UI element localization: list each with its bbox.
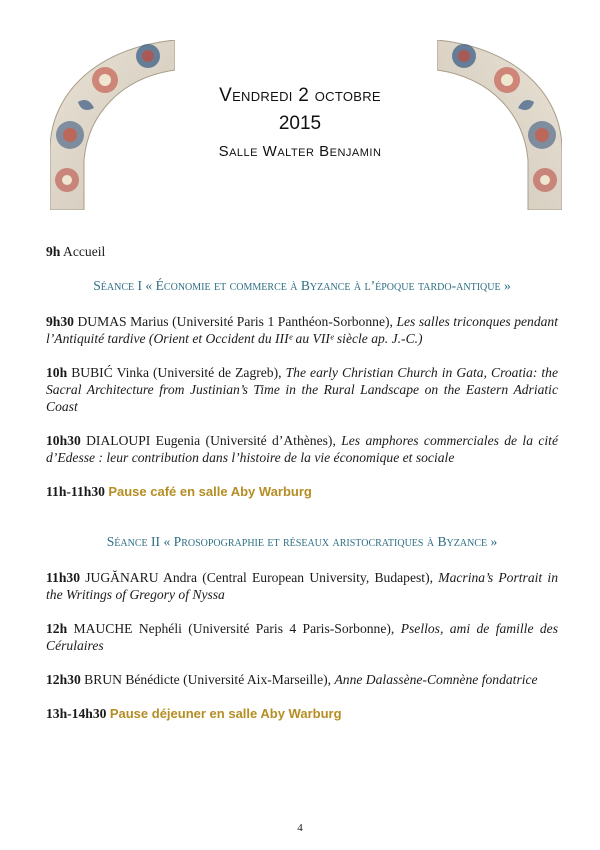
page-number: 4	[297, 822, 303, 834]
pause-time: 11h-11h30	[46, 484, 105, 499]
talk-entry	[46, 313, 558, 347]
room-name: Salle Walter Benjamin	[218, 143, 382, 160]
talk-time: 12h	[46, 621, 68, 636]
coffee-break-entry	[46, 483, 558, 500]
pause-label: Pause déjeuner en salle Aby Warburg	[109, 706, 342, 721]
talk-title: Les salles triconques pendant l’Antiquité tardive (Orient et Occident du IIIᵉ au VIIᵉ siècle ap. J.-C.)	[46, 314, 558, 346]
talk-title: Anne Dalassène-Comnène fondatrice	[334, 672, 538, 687]
talk-time: 11h30	[46, 570, 80, 585]
talk-entry	[46, 364, 558, 415]
program-body	[46, 243, 558, 722]
talk-entry	[46, 671, 558, 688]
session-1-title: Séance I « Économie et commerce à Byzance à l’époque tardo-antique »	[93, 278, 511, 293]
talk-title: Psellos, ami de famille des Cérulaires	[46, 621, 558, 653]
session-2-title: Séance II « Prosopographie et réseaux aristocratiques à Byzance »	[106, 534, 498, 549]
talk-speaker: DIALOUPI Eugenia (Université d’Athènes),	[86, 433, 336, 448]
year: 2015	[278, 113, 322, 134]
welcome-label: Accueil	[63, 244, 106, 259]
pause-time: 13h-14h30	[46, 706, 107, 721]
talk-speaker: JUGĂNARU Andra (Central European University, Budapest),	[85, 570, 433, 585]
welcome-entry	[46, 243, 558, 260]
talk-time: 9h30	[46, 314, 74, 329]
talk-time: 10h	[46, 365, 68, 380]
talk-speaker: DUMAS Marius (Université Paris 1 Panthéon-Sorbonne),	[77, 314, 393, 329]
day-title: Vendredi 2 octobre	[219, 85, 381, 106]
talk-time: 10h30	[46, 433, 81, 448]
talk-speaker: BUBIĆ Vinka (Université de Zagreb),	[71, 365, 282, 380]
lunch-break-entry	[46, 705, 558, 722]
talk-entry	[46, 432, 558, 466]
talk-title: The early Christian Church in Gata, Croatia: the Sacral Architecture from Justinian’s Time in the Rural Landscape on the Eastern Adriatic Coast	[46, 365, 558, 414]
talk-time: 12h30	[46, 672, 81, 687]
talk-title: Les amphores commerciales de la cité d’Edesse : leur contribution dans l’histoire de la vie économique et sociale	[46, 433, 558, 465]
day-header	[140, 85, 460, 160]
talk-title: Macrina’s Portrait in the Writings of Gregory of Nyssa	[46, 570, 558, 602]
talk-speaker: BRUN Bénédicte (Université Aix-Marseille),	[84, 672, 332, 687]
talk-entry	[46, 620, 558, 654]
welcome-time: 9h	[46, 244, 61, 259]
talk-speaker: MAUCHE Nephéli (Université Paris 4 Paris-Sorbonne),	[73, 621, 395, 636]
pause-label: Pause café en salle Aby Warburg	[108, 484, 312, 499]
talk-entry	[46, 569, 558, 603]
